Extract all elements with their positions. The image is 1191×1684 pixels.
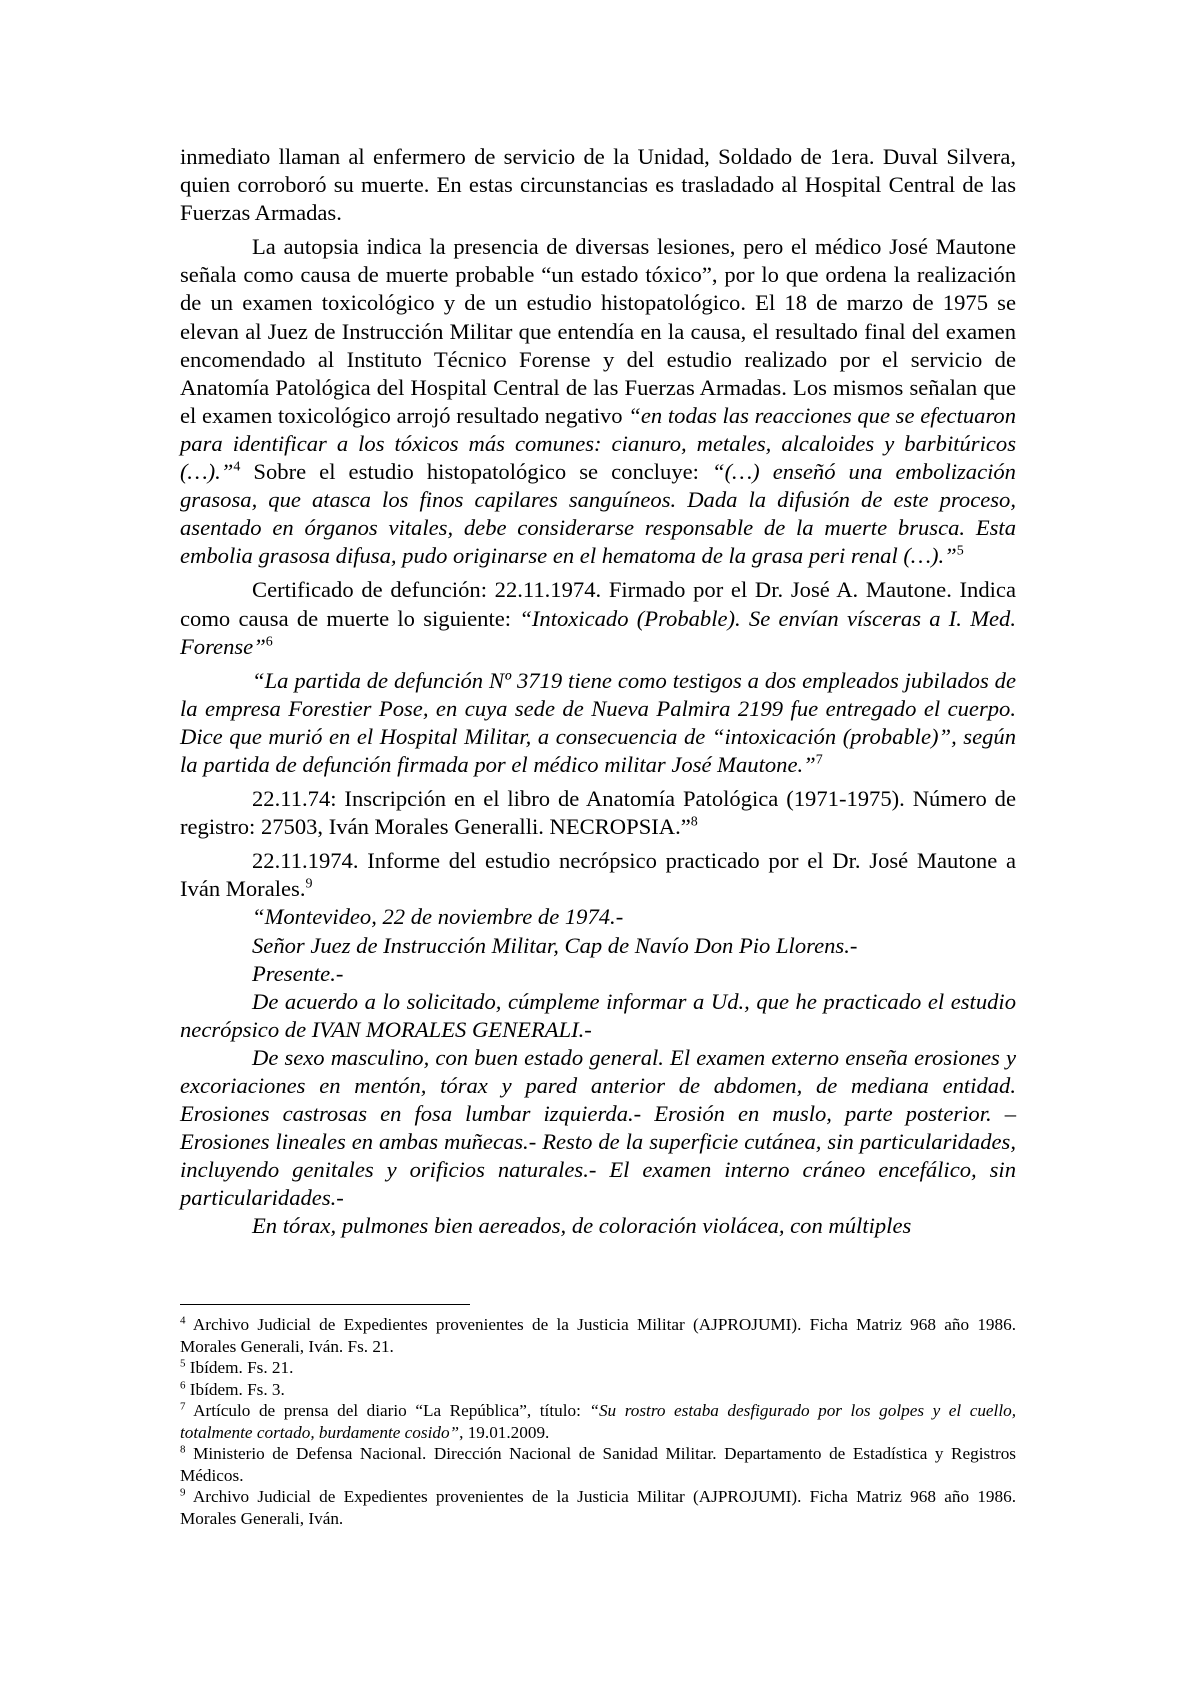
- footnote-ref-9: 9: [305, 876, 313, 892]
- footnote-4: [180, 1314, 1016, 1357]
- quote-toxicology: “en todas las reacciones que se efectuaron para identificar a los tóxicos más comunes: cianuro, metales, alcaloides y barbitúricos (…).”: [180, 402, 1016, 485]
- letter-paragraph: En tórax, pulmones bien aereados, de coloración violácea, con múltiples: [252, 1213, 912, 1239]
- footnote-5: [180, 1357, 1016, 1379]
- quote-histopathology: “(…) enseñó una embolización grasosa, que atasca los finos capilares sanguíneos. Dada la difusión de este proceso, asentado en órganos vitales, debe considerarse responsable de la muerte brusca. Esta embolia grasosa difusa, pudo originarse en el hematoma de la grasa peri renal (…).”: [180, 459, 1016, 569]
- footnotes: [180, 1314, 1016, 1529]
- footnote-6: [180, 1379, 1016, 1401]
- footnote-number: 4: [180, 1314, 186, 1327]
- footnote-text: , 19.01.2009.: [459, 1422, 550, 1442]
- paragraph-text: inmediato llaman al enfermero de servicio de la Unidad, Soldado de 1era. Duval Silvera, quien corroboró su muerte. En estas circunstancias es trasladado al Hospital Central de las Fuerzas Armadas.: [180, 144, 1016, 226]
- footnote-ref-6: 6: [265, 634, 273, 650]
- footnote-ref-5: 5: [956, 543, 964, 559]
- letter-date: “Montevideo, 22 de noviembre de 1974.-: [252, 904, 624, 930]
- paragraph-registry: [180, 785, 1016, 841]
- footnote-text: Archivo Judicial de Expedientes provenientes de la Justicia Militar (AJPROJUMI). Ficha Matriz 968 año 1986. Morales Generali, Iván.: [180, 1487, 1016, 1528]
- footnote-text: Ministerio de Defensa Nacional. Dirección Nacional de Sanidad Militar. Departamento de Estadística y Registros Médicos.: [180, 1444, 1016, 1485]
- paragraph-text: Sobre el estudio histopatológico se concluye:: [240, 459, 712, 485]
- footnote-title: “Su rostro estaba desfigurado por los golpes y el cuello, totalmente cortado, burdamente cosido”: [180, 1401, 1016, 1442]
- footnote-text: Artículo de prensa del diario “La República”, título:: [193, 1401, 590, 1420]
- footnote-number: 5: [180, 1357, 186, 1370]
- footnote-text: Ibídem. Fs. 21.: [189, 1358, 294, 1377]
- letter-paragraph: De acuerdo a lo solicitado, cúmpleme informar a Ud., que he practicado el estudio necrópsico de IVAN MORALES GENERALI.-: [180, 988, 1016, 1042]
- paragraph-text: 22.11.74: Inscripción en el libro de Anatomía Patológica (1971-1975). Número de registro: 27503, Iván Morales Generalli. NECROPSIA.”: [180, 786, 1016, 840]
- paragraph-intro: [180, 143, 1016, 227]
- footnote-7: [180, 1400, 1016, 1443]
- footnote-text: Archivo Judicial de Expedientes provenientes de la Justicia Militar (AJPROJUMI). Ficha Matriz 968 año 1986. Morales Generali, Iván. Fs. 21.: [180, 1315, 1016, 1356]
- paragraph-report: [180, 847, 1016, 903]
- footnote-number: 7: [180, 1400, 186, 1413]
- footnote-ref-8: 8: [690, 814, 698, 830]
- letter-paragraph: De sexo masculino, con buen estado general. El examen externo enseña erosiones y excoriaciones en mentón, tórax y pared anterior de abdomen, de mediana entidad. Erosiones castrosas en fosa lumbar izquierda.- Erosión en muslo, parte posterior. – Erosiones lineales en ambas muñecas.- Resto de la superficie cutánea, sin particularidades, incluyendo genitales y orificios naturales.- El examen interno cráneo encefálico, sin particularidades.-: [180, 1044, 1016, 1211]
- paragraph-autopsy: [180, 233, 1016, 570]
- paragraph-text: Certificado de defunción: 22.11.1974. Firmado por el Dr. José A. Mautone. Indica como causa de muerte lo siguiente:: [180, 577, 1016, 631]
- paragraph-text: 22.11.1974. Informe del estudio necrópsico practicado por el Dr. José Mautone a Iván Morales.: [180, 848, 1016, 902]
- footnote-9: [180, 1486, 1016, 1529]
- footnote-number: 6: [180, 1378, 186, 1391]
- footnote-number: 9: [180, 1486, 186, 1499]
- paragraph-text: La autopsia indica la presencia de diversas lesiones, pero el médico José Mautone señala como causa de muerte probable “un estado tóxico”, por lo que ordena la realización de un examen toxicológico y de un estudio histopatológico. El 18 de marzo de 1975 se elevan al Juez de Instrucción Militar que entendía en la causa, el resultado final del examen encomendado al Instituto Técnico Forense y del estudio realizado por el servicio de Anatomía Patológica del Hospital Central de las Fuerzas Armadas. Los mismos señalan que el examen toxicológico arrojó resultado negativo: [180, 234, 1016, 428]
- letter-addressee: Señor Juez de Instrucción Militar, Cap de Navío Don Pio Llorens.-: [252, 932, 858, 958]
- footnote-ref-4: 4: [233, 459, 241, 475]
- quote-certificate: “Intoxicado (Probable). Se envían vísceras a I. Med. Forense”: [180, 605, 1016, 659]
- paragraph-death-certificate: [180, 576, 1016, 660]
- footnote-number: 8: [180, 1443, 186, 1456]
- footnote-separator: [180, 1304, 470, 1305]
- footnote-ref-7: 7: [815, 752, 823, 768]
- footnote-text: Ibídem. Fs. 3.: [189, 1379, 285, 1399]
- footnote-8: [180, 1443, 1016, 1486]
- letter-presente: Presente.-: [252, 960, 344, 986]
- paragraph-press-quote: [180, 667, 1016, 779]
- quote-press: “La partida de defunción Nº 3719 tiene como testigos a dos empleados jubilados de la empresa Forestier Pose, en cuya sede de Nueva Palmira 2199 fue entregado el cuerpo. Dice que murió en el Hospital Militar, a consecuencia de “intoxicación (probable)”, según la partida de defunción firmada por el médico militar José Mautone.”: [180, 667, 1016, 777]
- document-body: [180, 143, 1016, 1241]
